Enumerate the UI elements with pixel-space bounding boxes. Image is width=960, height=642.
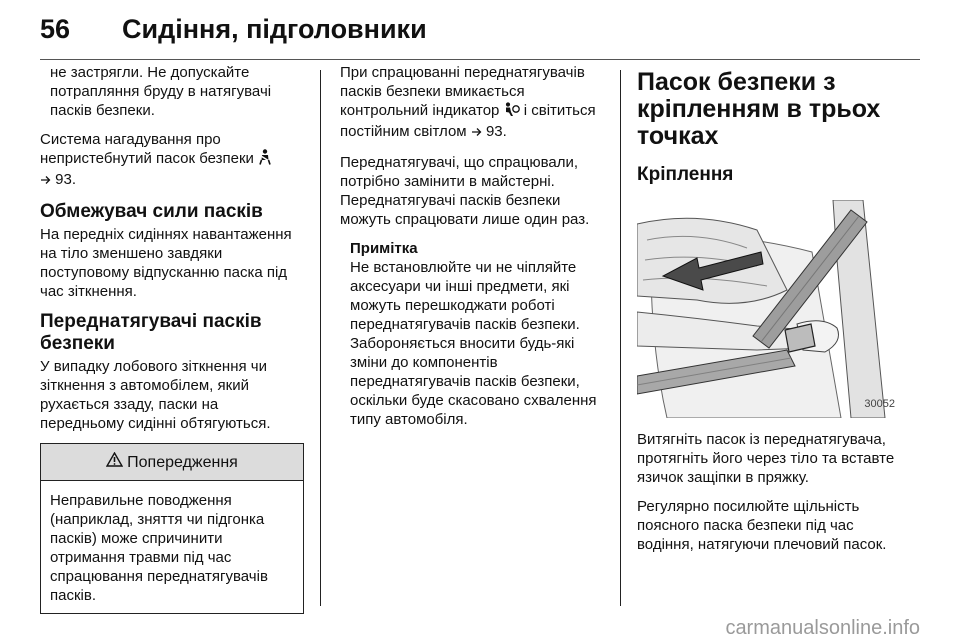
paragraph-text: і світиться постійним світлом bbox=[340, 102, 596, 140]
page-reference: 93. bbox=[55, 171, 77, 188]
note-text: Не встановлюйте чи не чіпляйте аксесуари чи інші предмети, які можуть перешкоджати роботі переднатягувачів пасків безпеки. Забороняється вносити будь-які зміни до компонентів переднатягувачів пасків безпеки, оскільки буде скасовано схвалення типу автомобіля. bbox=[350, 259, 597, 428]
column-2 bbox=[340, 63, 606, 429]
section-heading-pretensioners: Переднатягувачі пасків безпеки bbox=[40, 311, 262, 354]
section-heading-force-limiter: Обмежувач сили пасків bbox=[40, 201, 263, 222]
paragraph: На передніх сидіннях навантаження на тіло зменшено завдяки поступовому відпусканню паска під час зіткнення. bbox=[40, 226, 292, 300]
airbag-indicator-icon bbox=[504, 102, 520, 122]
page-reference: 93. bbox=[485, 123, 507, 140]
warning-header bbox=[41, 444, 303, 481]
watermark: carmanualsonline.info bbox=[725, 617, 920, 639]
paragraph: Переднатягувачі, що спрацювали, потрібно замінити в майстерні. Переднатягувачі пасків безпеки можуть спрацювати лише один раз. bbox=[340, 154, 590, 228]
section-title: Пасок безпеки з кріпленням в трьох точках bbox=[637, 68, 881, 150]
header-rule bbox=[40, 59, 920, 60]
page-number: 56 bbox=[40, 14, 71, 44]
paragraph: не застрягли. Не допускайте потрапляння бруду в натягувачі пасків безпеки. bbox=[50, 64, 272, 119]
seatbelt-drawing bbox=[637, 200, 899, 418]
paragraph-text: При спрацюванні переднатягувачів пасків безпеки вмикається контрольний індикатор bbox=[340, 64, 585, 119]
paragraph: У випадку лобового зіткнення чи зіткнення з автомобілем, який рухається ззаду, паски на передньому сидінні обтягуються. bbox=[40, 358, 271, 432]
paragraph bbox=[40, 130, 304, 191]
page-reference-arrow-icon bbox=[471, 124, 482, 143]
warning-box bbox=[40, 443, 304, 614]
warning-text: Неправильне поводження (наприклад, зняття чи підгонка пасків) може спричинити отримання травми під час спрацювання переднатягувачів пасків. bbox=[50, 492, 268, 604]
warning-title: Попередження bbox=[127, 453, 238, 471]
column-divider bbox=[320, 70, 321, 606]
page-reference-arrow-icon bbox=[40, 172, 51, 191]
paragraph: Регулярно посилюйте щільність поясного паска безпеки під час водіння, натягуючи плечовий пасок. bbox=[637, 498, 887, 553]
paragraph-text: Система нагадування про непристебнутий пасок безпеки bbox=[40, 131, 254, 167]
page-header-title: Сидіння, підголовники bbox=[122, 14, 427, 44]
column-3 bbox=[637, 63, 905, 564]
subsection-title: Кріплення bbox=[637, 164, 734, 185]
paragraph bbox=[340, 63, 606, 143]
figure-number: 30052 bbox=[864, 398, 895, 410]
note-block bbox=[350, 239, 606, 429]
warning-triangle-icon bbox=[106, 452, 123, 472]
seatbelt-illustration bbox=[637, 200, 899, 418]
seatbelt-reminder-icon bbox=[258, 149, 272, 170]
paragraph: Витягніть пасок із переднатягувача, протягніть його через тіло та вставте язичок защіпки в пряжку. bbox=[637, 431, 895, 486]
note-title: Примітка bbox=[350, 240, 418, 257]
column-1 bbox=[40, 63, 304, 614]
column-divider bbox=[620, 70, 621, 606]
